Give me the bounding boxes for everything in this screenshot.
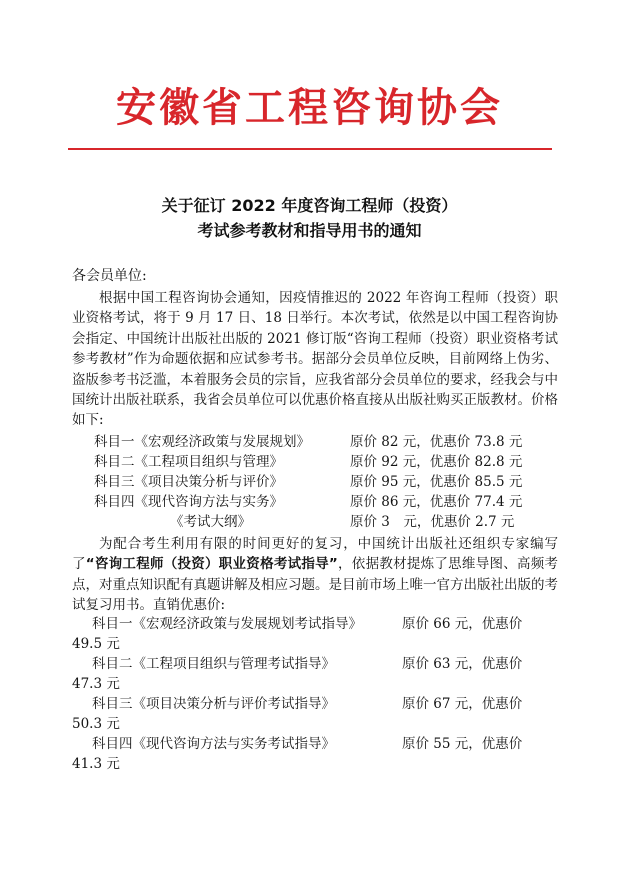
textbook-name: 科目三《项目决策分析与评价》 bbox=[94, 474, 283, 490]
letterhead-red-rule bbox=[68, 148, 552, 150]
textbook-name: 科目二《工程项目组织与管理》 bbox=[94, 454, 283, 470]
guide-name: 科目四《现代咨询方法与实务考试指导》 bbox=[92, 736, 335, 752]
textbook-name: 科目四《现代咨询方法与实务》 bbox=[94, 494, 283, 510]
guide-name: 科目二《工程项目组织与管理考试指导》 bbox=[92, 656, 335, 672]
paragraph-2-pre: 为配合考生利用有限的时间更好的复习，中国统计出版社还组织专家编写了 bbox=[72, 536, 558, 573]
letterhead-org-name: 安徽省工程咨询协会 bbox=[116, 84, 503, 131]
paragraph-2-bold: “咨询工程师（投资）职业资格考试指导” bbox=[85, 556, 338, 573]
notice-title-line2: 考试参考教材和指导用书的通知 bbox=[197, 221, 422, 240]
textbook-name: 《考试大纲》 bbox=[170, 514, 251, 530]
guide-price: 原价 55 元，优惠价 bbox=[402, 736, 523, 752]
textbook-row bbox=[94, 512, 554, 532]
textbook-price: 原价 86 元，优惠价 77.4 元 bbox=[350, 494, 523, 510]
guide-name: 科目三《项目决策分析与评价考试指导》 bbox=[92, 696, 335, 712]
salutation: 各会员单位: bbox=[72, 268, 147, 284]
textbook-row bbox=[94, 492, 554, 512]
guide-discount: 47.3 元 bbox=[72, 676, 120, 692]
paragraph-2 bbox=[72, 534, 558, 616]
textbook-price: 原价 3 元，优惠价 2.7 元 bbox=[350, 514, 515, 530]
guide-discount: 41.3 元 bbox=[72, 756, 120, 772]
guide-discount: 50.3 元 bbox=[72, 716, 120, 732]
textbook-row bbox=[94, 472, 554, 492]
paragraph-2-post: ，依据教材提炼了思维导图、高频考点，对重点知识配有真题讲解及相应习题。是目前市场上唯一官方出版社出版的考试复习用书。直销优惠价: bbox=[72, 556, 559, 614]
textbook-price: 原价 92 元，优惠价 82.8 元 bbox=[350, 454, 523, 470]
notice-title-line1: 关于征订 2022 年度咨询工程师（投资） bbox=[161, 196, 458, 215]
guide-discount: 49.5 元 bbox=[72, 636, 120, 652]
guide-price: 原价 67 元，优惠价 bbox=[402, 696, 523, 712]
textbook-name: 科目一《宏观经济政策与发展规划》 bbox=[94, 434, 310, 450]
textbook-price: 原价 95 元，优惠价 85.5 元 bbox=[350, 474, 523, 490]
guide-price: 原价 63 元，优惠价 bbox=[402, 656, 523, 672]
guide-name: 科目一《宏观经济政策与发展规划考试指导》 bbox=[92, 616, 362, 632]
paragraph-1: 根据中国工程咨询协会通知，因疫情推迟的 2022 年咨询工程师（投资）职业资格考试，将于 9 月 17 日、18 日举行。本次考试，依然是以中国工程咨询协会指定、中国统计出版社出版的 2021 修订版“咨询工程师（投资）职业资格考试参考教材”作为命题依据和应试参考书。据部分会员单位反映，目前网络上伪劣、盗版参考书泛滥，本着服务会员的宗旨，应我省部分会员单位的要求，经我会与中国统计出版社联系，我省会员单位可以优惠价格直接从出版社购买正版教材。价格如下: bbox=[72, 290, 558, 429]
textbook-row bbox=[94, 432, 554, 452]
textbook-row bbox=[94, 452, 554, 472]
guide-price: 原价 66 元，优惠价 bbox=[402, 616, 523, 632]
textbook-price: 原价 82 元，优惠价 73.8 元 bbox=[350, 434, 523, 450]
